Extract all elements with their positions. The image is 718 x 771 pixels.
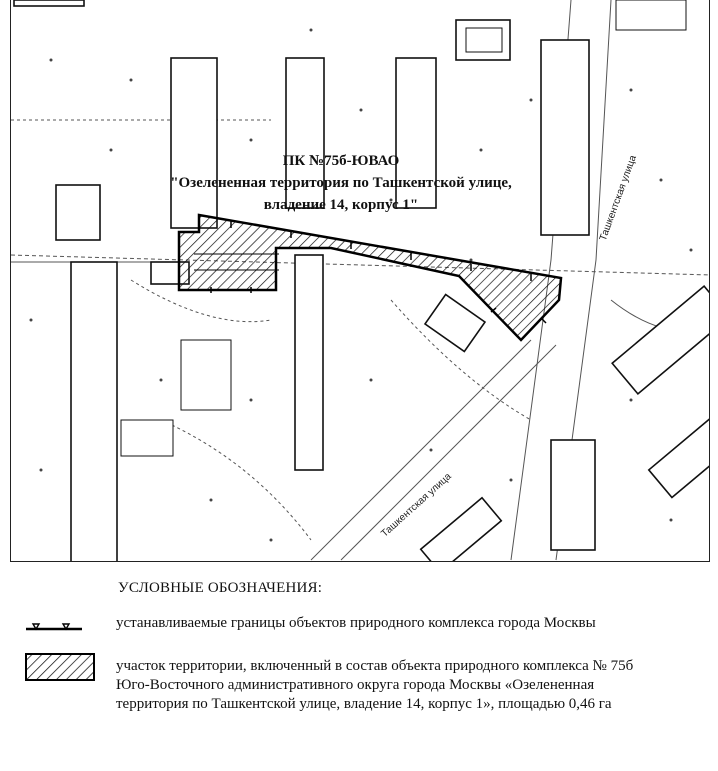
boundary-line-icon xyxy=(24,622,84,636)
legend-boundary-text: устанавливаемые границы объектов природного комплекса города Москвы xyxy=(116,615,596,631)
legend xyxy=(0,562,718,771)
legend-area-line-2: Юго-Восточного административного округа города Москвы «Озелененная xyxy=(116,677,595,693)
map-title-name: "Озелененная территория по Ташкентской улице, xyxy=(170,175,512,191)
map-title-address: владение 14, корпус 1" xyxy=(263,197,419,213)
legend-area-text xyxy=(116,657,706,714)
territory-area xyxy=(179,215,561,340)
legend-item-area xyxy=(24,652,704,742)
map-title xyxy=(151,150,531,216)
street-label-tashkentskaya-east: Ташкентская улица xyxy=(597,153,639,243)
hatched-area-icon xyxy=(24,652,96,682)
legend-area-line-1: участок территории, включенный в состав объекта природного комплекса № 75б xyxy=(116,658,634,674)
street-label-tashkentskaya: Ташкентская улица xyxy=(379,471,454,540)
buildings xyxy=(14,0,710,562)
legend-area-line-3: территория по Ташкентской улице, владение 14, корпус 1», площадью 0,46 га xyxy=(116,696,612,712)
legend-header: УСЛОВНЫЕ ОБОЗНАЧЕНИЯ: xyxy=(118,580,323,596)
map-title-code: ПК №75б-ЮВАО xyxy=(282,153,400,169)
map-frame xyxy=(10,0,710,562)
legend-item-boundary xyxy=(24,614,704,644)
cadastral-map xyxy=(11,0,710,562)
